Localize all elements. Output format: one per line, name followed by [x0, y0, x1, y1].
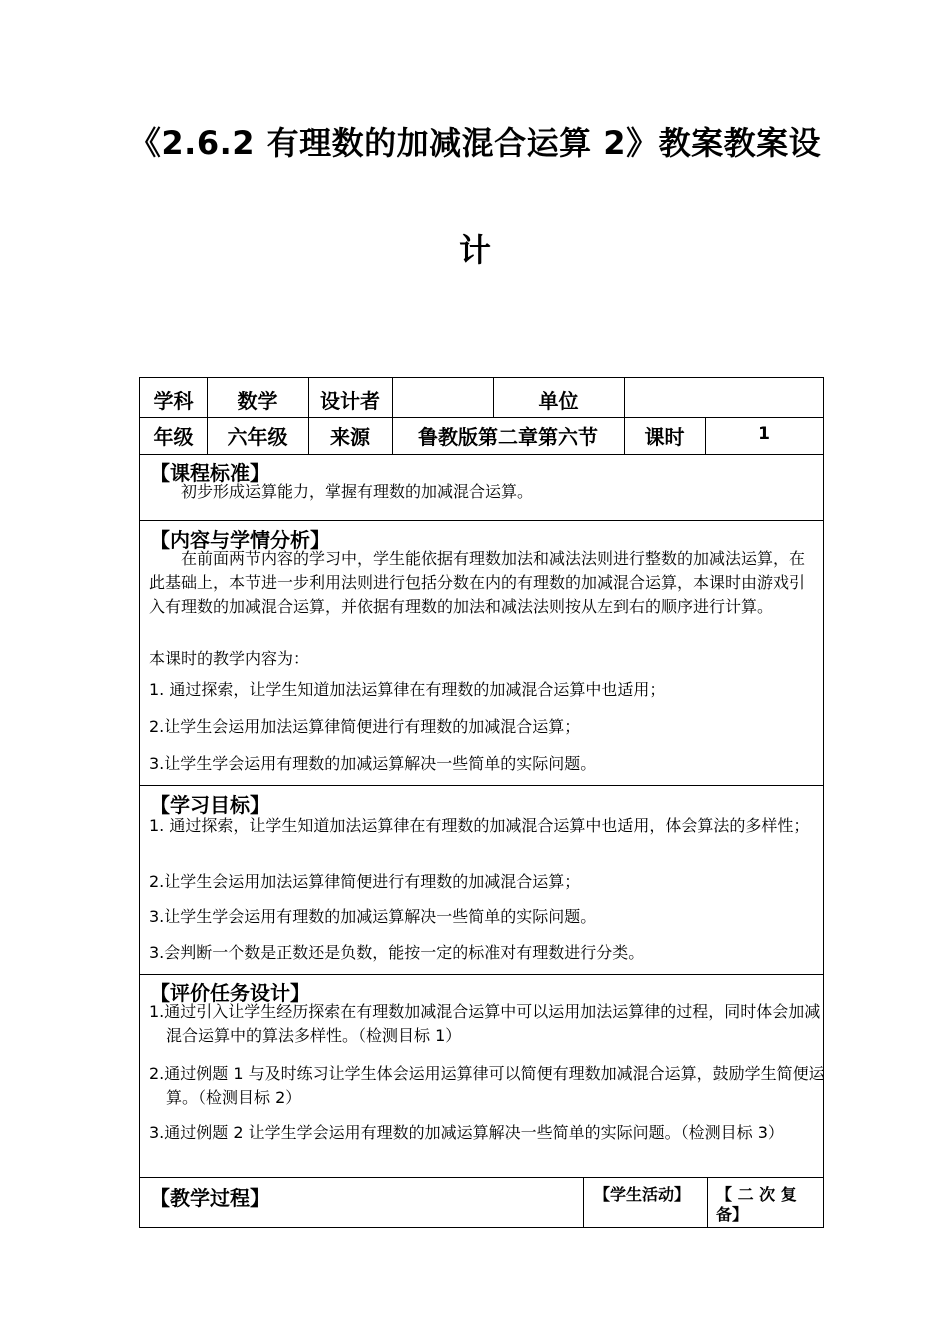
period-value: 1	[758, 424, 770, 444]
objectives-heading: 【学习目标】	[150, 793, 270, 817]
subject-value: 数学	[237, 389, 278, 413]
source-value: 鲁教版第二章第六节	[418, 425, 598, 449]
standard-heading: 【课程标准】	[150, 461, 270, 485]
document-title-line1: 《2.6.2 有理数的加减混合运算 2》教案教案设	[128, 124, 822, 162]
second-prep-heading-line2: 备】	[716, 1205, 749, 1224]
evaluation-heading: 【评价任务设计】	[150, 981, 310, 1005]
analysis-item-3: 3.让学生学会运用有理数的加减运算解决一些简单的实际问题。	[149, 754, 597, 773]
unit-label: 单位	[538, 389, 579, 413]
student-activity-heading: 【学生活动】	[594, 1185, 691, 1204]
evaluation-item-3: 3.通过例题 2 让学生学会运用有理数的加减运算解决一些简单的实际问题。（检测目标 3）	[149, 1123, 784, 1142]
document-title-line2: 计	[458, 231, 491, 269]
analysis-heading: 【内容与学情分析】	[150, 528, 330, 552]
objective-item-3: 3.让学生学会运用有理数的加减运算解决一些简单的实际问题。	[149, 907, 597, 926]
period-label: 课时	[644, 425, 685, 449]
source-label: 来源	[330, 425, 370, 449]
grade-value: 六年级	[227, 425, 288, 449]
process-heading: 【教学过程】	[150, 1186, 270, 1210]
lesson-plan-table	[139, 377, 824, 1228]
objective-item-1: 1. 通过探索，让学生知道加法运算律在有理数的加减混合运算中也适用，体会算法的多样性；	[149, 816, 810, 835]
analysis-item-1: 1. 通过探索，让学生知道加法运算律在有理数的加减混合运算中也适用；	[149, 680, 666, 699]
designer-label: 设计者	[320, 389, 380, 413]
analysis-paragraph: 在前面两节内容的学习中，学生能依据有理数加法和减法法则进行整数的加减法运算，在此基础上，本节进一步利用法则进行包括分数在内的有理数的加减混合运算，本课时由游戏引入有理数的加减混合运算，并依据有理数的加法和减法法则按从左到右的顺序进行计算。	[149, 549, 806, 616]
evaluation-item-2: 2.通过例题 1 与及时练习让学生体会运用运算律可以简便有理数加减混合运算，鼓励学生简便运算。（检测目标 2）	[149, 1064, 825, 1107]
second-prep-heading-line1: 【 二 次 复	[716, 1185, 797, 1204]
objective-item-4: 3.会判断一个数是正数还是负数，能按一定的标准对有理数进行分类。	[149, 943, 645, 962]
subject-label: 学科	[153, 389, 194, 413]
analysis-intro: 本课时的教学内容为：	[149, 649, 310, 668]
analysis-item-2: 2.让学生会运用加法运算律简便进行有理数的加减混合运算；	[149, 717, 581, 736]
evaluation-item-1: 1.通过引入让学生经历探索在有理数加减混合运算中可以运用加法运算律的过程，同时体会加减混合运算中的算法多样性。（检测目标 1）	[149, 1002, 821, 1045]
objective-item-2: 2.让学生会运用加法运算律简便进行有理数的加减混合运算；	[149, 872, 581, 891]
grade-label: 年级	[153, 425, 194, 449]
standard-text: 初步形成运算能力，掌握有理数的加减混合运算。	[181, 482, 534, 501]
